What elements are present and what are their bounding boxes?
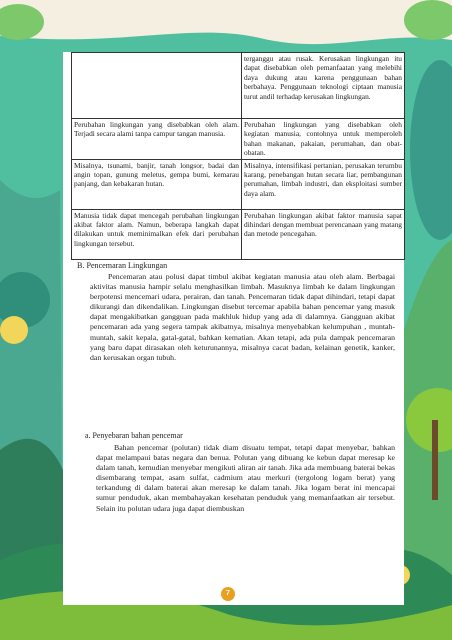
table-cell: terganggu atau rusak. Kerusakan lingkungan itu dapat disebabkan oleh pemanfaatan yang melebihi daya dukung atau karena penggunaan bahan berbahaya. Penggunaan teknologi ciptaan manusia turut andil terhadap kerusakan lingkungan. (242, 53, 405, 119)
subsection-a-heading: a. Penyebaran bahan pencemar (85, 431, 183, 440)
comparison-table (71, 52, 405, 260)
table-cell: Misalnya, tsunami, banjir, tanah longsor, badai dan angin topan, gunung meletus, gempa bumi, kemarau panjang, dan kebakaran hutan. (72, 159, 242, 209)
table-cell: Misalnya, intensifikasi pertanian, perusakan terumbu karang, penebangan hutan secara liar, pembangunan perumahan, limbah industri, dan eksploitasi sumber daya alam. (242, 159, 405, 209)
table-cell: Perubahan lingkungan akibat faktor manusia sapat dihindari dengan membuat perencanaan yang matang dan metode pencegahan. (242, 209, 405, 259)
table-cell: Perubahan lingkungan yang disebabkan oleh kegiatan manusia, contohnya untuk memperoleh bahan makanan, pakaian, perumahan, dan obat-obatan. (242, 119, 405, 160)
table-cell (72, 53, 242, 119)
section-b-paragraph: Pencemaran atau polusi dapat timbul akibat kegiatan manusia atau oleh alam. Berbagai aktivitas manusia hampir selalu menghasilkan limbah. Masuknya limbah ke dalam lingkungan berpotensi mencemari udara, perairan, dan tanah. Pencemaran tidak dapat dihindari, tetapi dapat dikurangi dan dikendalikan. Lingkungan disebut tercemar apabila bahan pencemar yang masuk dapat mengakibatkan gangguan pada makhluk hidup yang ada di dalamnya. Gangguan akibat pencemaran ada yang segera tampak akibatnya, misalnya menyebabkan kelumpuhan , muntah-muntah, sakit kepala, gatal-gatal, bahkan kematian. Akan tetapi, ada pula dampak pencemaran yang baru dapat dirasakan oleh keturunannya, misalnya cacat badan, kelainan genetik, kanker, dan kerusakan organ tubuh. (90, 272, 395, 362)
table-cell: Manusia tidak dapat mencegah perubahan lingkungan akibat faktor alam. Namun, beberapa langkah dapat dilakukan untuk meminimalkan efek dari perubahan lingkungan tersebut. (72, 209, 242, 259)
section-b-heading: B. Pencemaran Lingkungan (77, 261, 168, 270)
table-row (72, 159, 405, 209)
table-row (72, 53, 405, 119)
page-number-badge: 7 (221, 587, 235, 601)
page-sheet (63, 52, 404, 605)
table-row (72, 209, 405, 259)
table-row (72, 119, 405, 160)
subsection-a-paragraph: Bahan pencemar (polutan) tidak diam disuatu tempat, tetapi dapat menyebar, bahkan dapat melampaui batas negara dan benua. Polutan yang dibuang ke kebun dapat meresap ke dalam tanah, kemudian menyebar mengikuti aliran air tanah. Jika ada membuang baterai bekas disembarang tempat, asam sulfat, cadmium atau merkuri (tergolong logam berat) yang terkandung di dalam baterai akan meresap ke dalam tanah. Jika logam berat ini mencapai sumur penduduk, akan membahayakan kesehatan penduduk yang memanfaatkan air tersebut. Selain itu polutan udara juga dapat diembuskan (96, 443, 395, 513)
table-cell: Perubahan lingkungan yang disebabkan oleh alam. Terjadi secara alami tanpa campur tangan manusia. (72, 119, 242, 160)
